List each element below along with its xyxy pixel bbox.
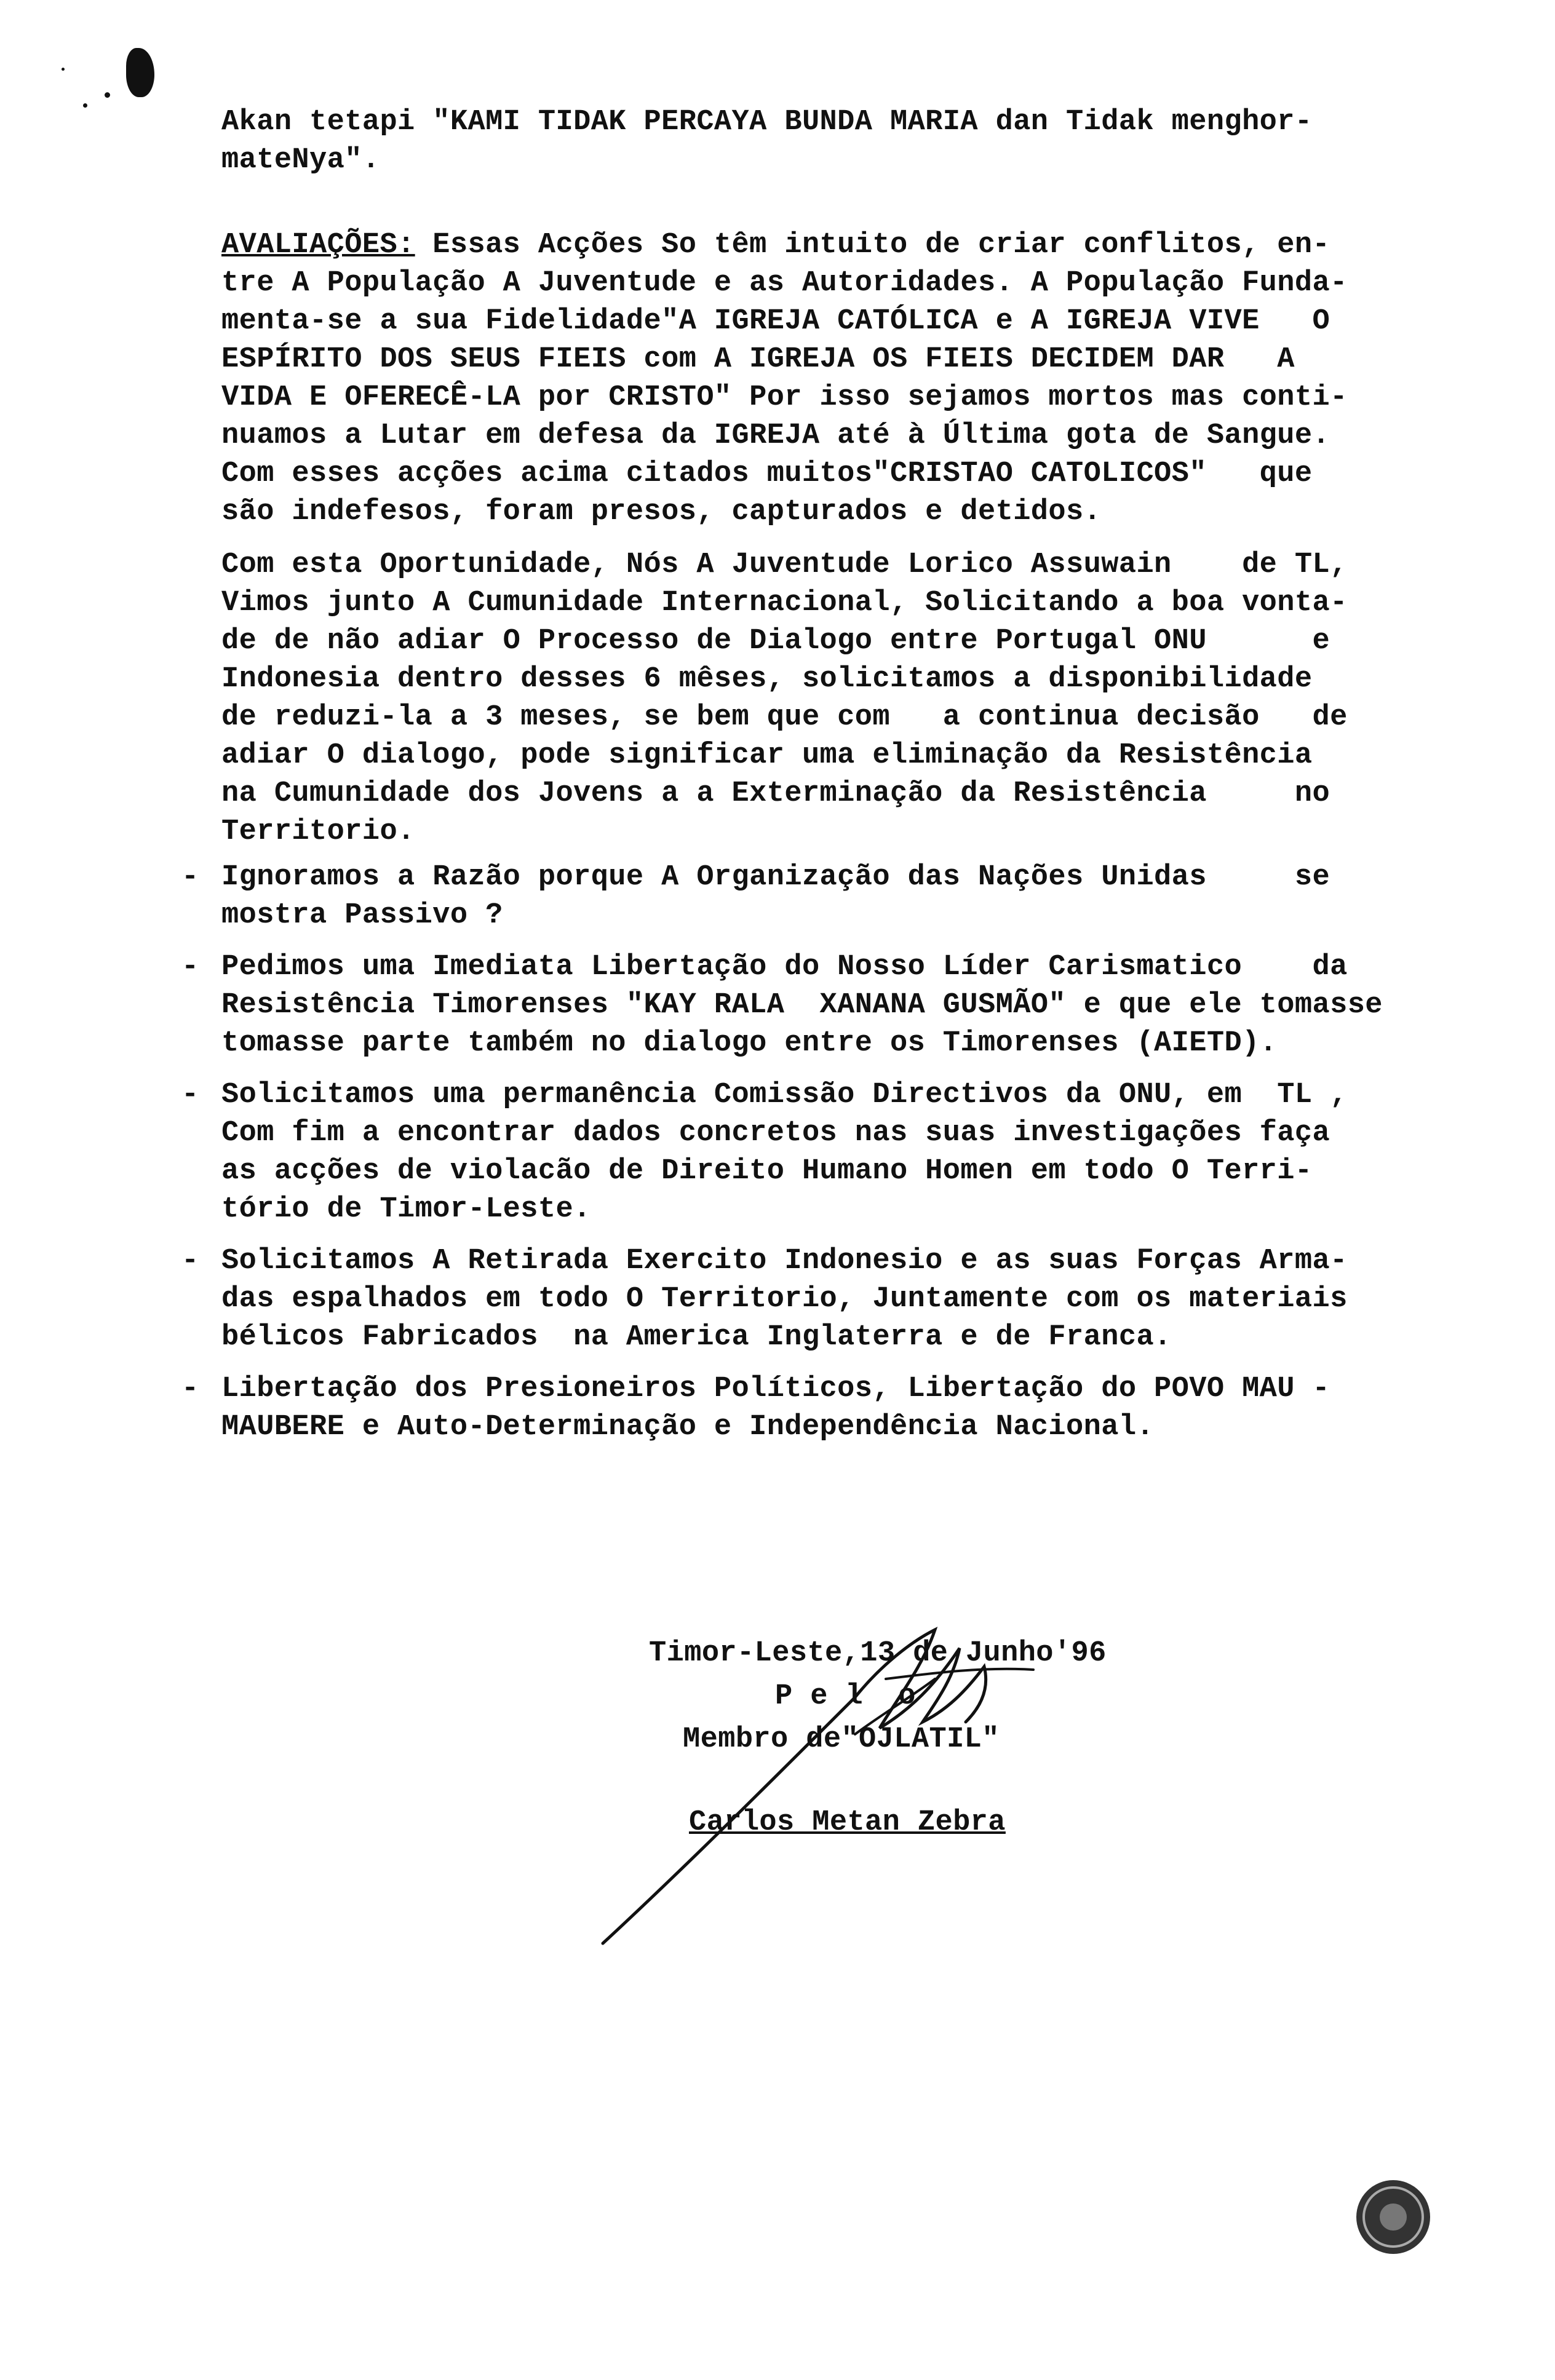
bullet-dash: - [181, 951, 199, 983]
demand-line: Solicitamos A Retirada Exercito Indonesio e as suas Forças Arma- [221, 1245, 1348, 1277]
handwritten-signature [591, 1574, 1144, 2005]
evaluation-line: VIDA E OFERECÊ-LA por CRISTO" Por isso sejamos mortos mas conti- [221, 381, 1348, 414]
ink-speck [105, 92, 110, 98]
evaluation-line: são indefesos, foram presos, capturados e detidos. [221, 496, 1102, 528]
evaluation-line: Vimos junto A Cumunidade Internacional, Solicitando a boa vonta- [221, 587, 1348, 619]
stamp-seal [1347, 2171, 1439, 2263]
evaluation-line: tre A População A Juventude e as Autoridades. A População Funda- [221, 267, 1348, 299]
demand-line: Com fim a encontrar dados concretos nas suas investigações faça [221, 1117, 1330, 1149]
demand-line: Resistência Timorenses "KAY RALA XANANA GUSMÃO" e que ele tomasse [221, 989, 1383, 1021]
demand-line: as acções de violacão de Direito Humano Homen em todo O Terri- [221, 1155, 1313, 1188]
evaluation-line [221, 228, 1330, 263]
demand-line: Libertação dos Presioneiros Políticos, Libertação do POVO MAU - [221, 1373, 1330, 1405]
evaluation-line: Com esta Oportunidade, Nós A Juventude Lorico Assuwain de TL, [221, 549, 1348, 581]
evaluation-line: ESPÍRITO DOS SEUS FIEIS com A IGREJA OS FIEIS DECIDEM DAR A [221, 343, 1295, 376]
member-line: Membro de"OJLATIL" [683, 1723, 1000, 1756]
evaluation-line: menta-se a sua Fidelidade"A IGREJA CATÓLICA e A IGREJA VIVE O [221, 305, 1330, 338]
ink-speck [126, 48, 154, 97]
demand-line: tomasse parte também no dialogo entre os Timorenses (AIETD). [221, 1027, 1278, 1060]
demand-line: mostra Passivo ? [221, 899, 503, 932]
demand-line: Solicitamos uma permanência Comissão Directivos da ONU, em TL , [221, 1079, 1348, 1111]
intro-line: mateNya". [221, 144, 380, 177]
by-line: P e l o [775, 1680, 916, 1713]
place-date: Timor-Leste,13 de Junho'96 [649, 1637, 1107, 1670]
demand-line: Ignoramos a Razão porque A Organização das Nações Unidas se [221, 861, 1330, 894]
demand-line: bélicos Fabricados na America Inglaterra e de Franca. [221, 1321, 1172, 1354]
evaluation-line: nuamos a Lutar em defesa da IGREJA até à Última gota de Sangue. [221, 419, 1330, 452]
signatory-name: Carlos Metan Zebra [689, 1806, 1006, 1839]
ink-speck [83, 103, 87, 108]
bullet-dash: - [181, 1245, 199, 1277]
bullet-dash: - [181, 1079, 199, 1111]
demand-line: MAUBERE e Auto-Determinação e Independência Nacional. [221, 1411, 1155, 1443]
demand-line: Pedimos uma Imediata Libertação do Nosso Líder Carismatico da [221, 951, 1348, 983]
evaluation-line: de de não adiar O Processo de Dialogo entre Portugal ONU e [221, 625, 1330, 657]
bullet-dash: - [181, 1373, 199, 1405]
evaluation-line: adiar O dialogo, pode significar uma eliminação da Resistência [221, 739, 1313, 772]
evaluation-line: de reduzi-la a 3 meses, se bem que com a continua decisão de [221, 701, 1348, 734]
evaluation-line: Indonesia dentro desses 6 mêses, solicitamos a disponibilidade [221, 663, 1313, 696]
evaluation-line: Territorio. [221, 815, 415, 848]
demand-line: tório de Timor-Leste. [221, 1193, 591, 1226]
ink-speck [62, 68, 65, 71]
evaluation-line: na Cumunidade dos Jovens a a Exterminação da Resistência no [221, 777, 1330, 810]
evaluation-heading: AVALIAÇÕES: [221, 229, 415, 261]
evaluation-first-text: Essas Acções So têm intuito de criar conflitos, en- [415, 229, 1330, 261]
intro-line: Akan tetapi "KAMI TIDAK PERCAYA BUNDA MARIA dan Tidak menghor- [221, 106, 1313, 138]
demand-line: das espalhados em todo O Territorio, Juntamente com os materiais [221, 1283, 1348, 1315]
evaluation-line: Com esses acções acima citados muitos"CRISTAO CATOLICOS" que [221, 458, 1313, 490]
bullet-dash: - [181, 861, 199, 894]
